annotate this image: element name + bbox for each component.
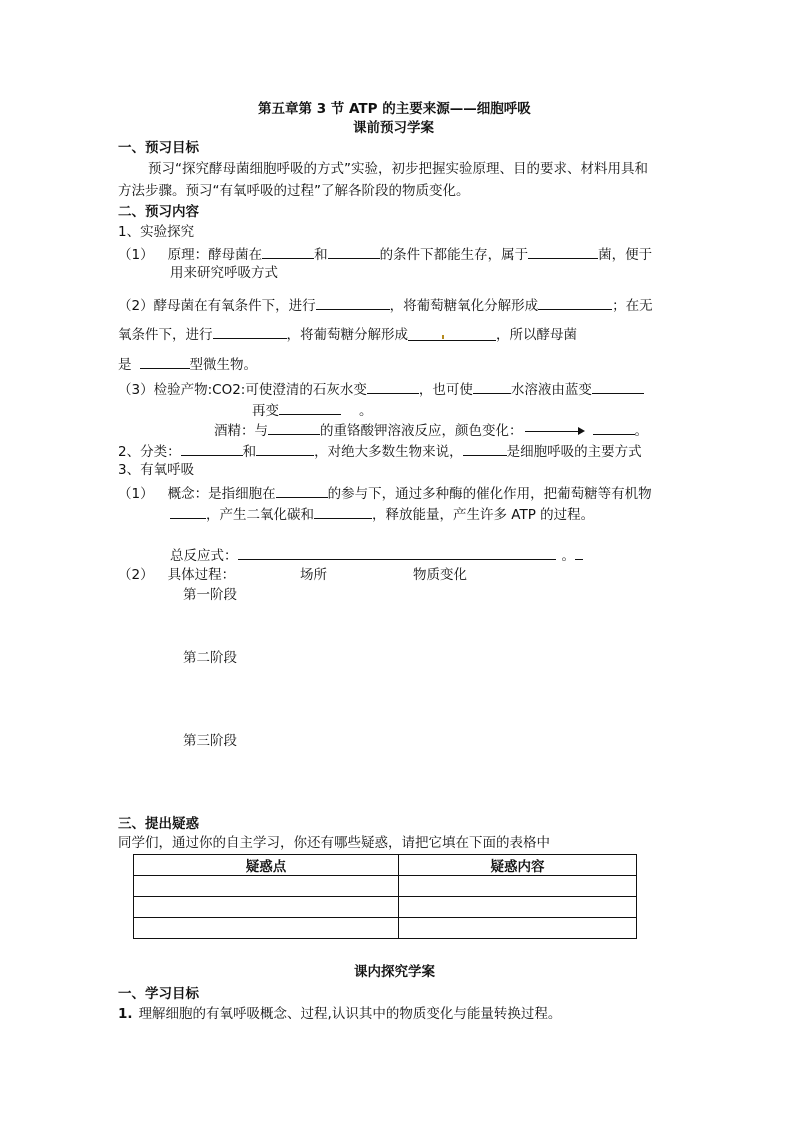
a2-column-material: 物质变化 <box>413 567 467 583</box>
equation-blank[interactable] <box>238 545 556 560</box>
blank-field[interactable] <box>279 400 341 415</box>
p3-text-g: 酒精：与 <box>214 423 268 439</box>
blank-field[interactable] <box>408 326 496 341</box>
p3-text-h: 的重铬酸钾溶液反应，颜色变化： <box>320 423 523 439</box>
table-cell[interactable] <box>399 876 637 897</box>
part-2-title: 课内探究学案 <box>354 964 435 980</box>
p3-text-i: 。 <box>634 423 648 439</box>
p1-text-e: 用来研究呼吸方式 <box>170 265 278 281</box>
section-3-intro: 同学们，通过你的自主学习，你还有哪些疑惑，请把它填在下面的表格中 <box>118 835 550 851</box>
p3-text-f: 。 <box>359 403 373 419</box>
blank-field[interactable] <box>592 379 644 394</box>
s1-paragraph-line2: 方法步骤。预习“有氧呼吸的过程”了解各阶段的物质变化。 <box>118 183 470 199</box>
p2-text-c: ；在无 <box>612 298 653 314</box>
item-3-title: 3、有氧呼吸 <box>118 462 195 478</box>
equation-end: 。 <box>561 548 575 564</box>
equation-underline-tail <box>575 545 583 560</box>
blank-field[interactable] <box>316 295 390 310</box>
table-cell[interactable] <box>399 897 637 918</box>
p3-text-c: ，也可使 <box>418 382 473 398</box>
blank-field[interactable] <box>140 354 190 369</box>
table-row <box>134 918 637 939</box>
blank-field[interactable] <box>314 504 372 519</box>
p3-row3 <box>214 420 648 440</box>
blank-field[interactable] <box>463 441 507 456</box>
section-2-heading: 二、预习内容 <box>118 204 199 220</box>
blank-field[interactable] <box>593 420 635 435</box>
p2-text-d: 氧条件下，进行 <box>118 327 213 343</box>
p3-text-d: 水溶液由蓝变 <box>510 382 592 398</box>
p1-text-a: 原理：酵母菌在 <box>167 247 263 263</box>
table-cell[interactable] <box>399 918 637 939</box>
blank-field[interactable] <box>276 483 328 498</box>
equation-label: 总反应式： <box>170 548 238 564</box>
goal-1-text: 理解细胞的有氧呼吸概念、过程,认识其中的物质变化与能量转换过程。 <box>138 1006 562 1022</box>
stage-2-label: 第二阶段 <box>183 650 237 666</box>
goal-1-row <box>118 1005 561 1023</box>
p3-row2 <box>252 400 373 420</box>
item-2-text-d: 是细胞呼吸的主要方式 <box>506 444 642 460</box>
goal-1-number: 1. <box>118 1006 133 1022</box>
p3-text-a: （3）检验产物: <box>118 382 213 398</box>
blank-field[interactable] <box>170 504 206 519</box>
p1-number: （1） <box>118 247 154 263</box>
a1-row2 <box>170 504 594 524</box>
p3-text-b: CO2:可使澄清的石灰水变 <box>212 382 367 398</box>
table-row <box>134 897 637 918</box>
blank-field[interactable] <box>473 379 511 394</box>
item-2-row <box>118 441 642 461</box>
arrow-icon <box>525 431 583 432</box>
item-2-text-a: 2、分类： <box>118 444 181 460</box>
p2-text-g: 是 <box>118 357 132 373</box>
table-header-row <box>134 855 637 876</box>
a2-number: （2） <box>118 567 154 583</box>
p2-text-b: ，将葡萄糖氧化分解形成 <box>389 298 539 314</box>
blank-field[interactable] <box>256 441 314 456</box>
stage-1-label: 第一阶段 <box>183 587 237 603</box>
stage-3-label: 第三阶段 <box>183 733 237 749</box>
item-2-text-b: 和 <box>242 444 257 460</box>
p3-row1 <box>118 379 644 399</box>
item-1-title: 1、实验探究 <box>118 224 195 240</box>
table-cell[interactable] <box>134 876 399 897</box>
table-row <box>134 876 637 897</box>
a1-text-b: 的参与下，通过多种酶的催化作用，把葡萄糖等有机物 <box>327 486 652 502</box>
p1-text-d: 菌，便于 <box>598 247 653 263</box>
a1-text-c: ，产生二氧化碳和 <box>206 507 314 523</box>
page-title: 第五章第 3 节 ATP 的主要来源——细胞呼吸 <box>258 101 531 117</box>
p1-row <box>118 244 652 264</box>
p2-row2 <box>118 324 577 344</box>
p2-text-f: ，所以酵母菌 <box>496 327 577 343</box>
p2-text-a: （2）酵母菌在有氧条件下，进行 <box>118 298 316 314</box>
page-subtitle: 课前预习学案 <box>353 120 434 136</box>
a1-number: （1） <box>118 486 154 502</box>
item-2-text-c: ，对绝大多数生物来说， <box>314 444 463 460</box>
question-table <box>133 854 637 939</box>
p3-text-e: 再变 <box>252 403 279 419</box>
part-2-heading: 一、学习目标 <box>118 986 199 1002</box>
table-cell[interactable] <box>134 918 399 939</box>
a1-text-d: ，释放能量，产生许多 ATP 的过程。 <box>372 507 595 523</box>
section-3-heading: 三、提出疑惑 <box>118 816 199 832</box>
blank-field[interactable] <box>367 379 419 394</box>
p2-text-e: ，将葡萄糖分解形成 <box>286 327 408 343</box>
a1-row1 <box>118 483 652 503</box>
p2-text-h: 型微生物。 <box>189 357 257 373</box>
blank-field[interactable] <box>262 244 314 259</box>
blank-field[interactable] <box>528 244 598 259</box>
a1-text-a: 概念：是指细胞在 <box>167 486 276 502</box>
section-1-heading: 一、预习目标 <box>118 140 199 156</box>
p2-row3 <box>118 354 257 374</box>
equation-row <box>170 545 583 565</box>
p2-row1 <box>118 295 653 315</box>
a2-label: 具体过程： <box>167 567 236 583</box>
table-header-doubt-point: 疑惑点 <box>134 855 399 876</box>
blank-field[interactable] <box>328 244 380 259</box>
p1-text-c: 的条件下都能生存，属于 <box>379 247 529 263</box>
a2-row <box>118 566 235 584</box>
blank-field[interactable] <box>181 441 243 456</box>
blank-field[interactable] <box>268 420 320 435</box>
s1-paragraph-line1: 预习“探究酵母菌细胞呼吸的方式”实验，初步把握实验原理、目的要求、材料用具和 <box>148 161 648 177</box>
table-cell[interactable] <box>134 897 399 918</box>
blank-field[interactable] <box>538 295 612 310</box>
blank-field[interactable] <box>213 324 287 339</box>
table-header-doubt-content: 疑惑内容 <box>399 855 637 876</box>
a2-column-location: 场所 <box>300 567 327 583</box>
p1-text-b: 和 <box>314 247 328 263</box>
